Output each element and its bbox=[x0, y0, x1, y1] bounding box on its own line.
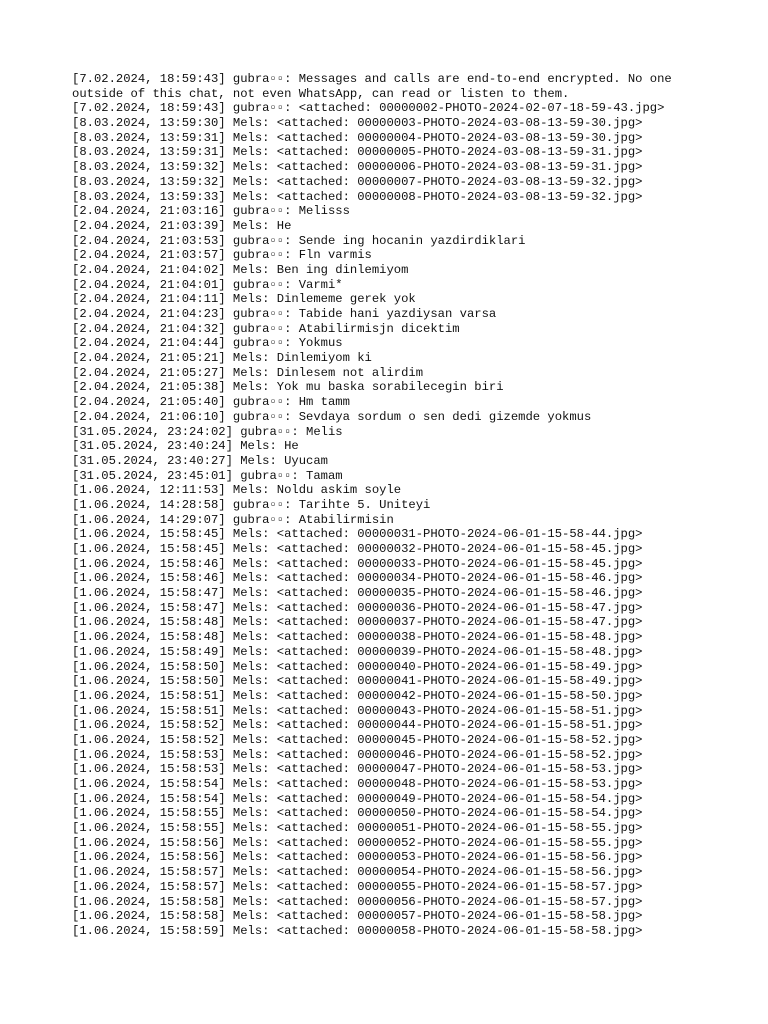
chat-line: [2.04.2024, 21:03:16] gubra▫▫: Melisss bbox=[72, 204, 350, 219]
chat-line: [1.06.2024, 15:58:45] Mels: <attached: 00000032-PHOTO-2024-06-01-15-58-45.jpg> bbox=[72, 542, 643, 556]
chat-line: [1.06.2024, 15:58:59] Mels: <attached: 00000058-PHOTO-2024-06-01-15-58-58.jpg> bbox=[72, 923, 643, 938]
chat-line: [1.06.2024, 15:58:47] Mels: <attached: 00000035-PHOTO-2024-06-01-15-58-46.jpg> bbox=[72, 586, 643, 601]
chat-line: [1.06.2024, 15:58:53] Mels: <attached: 00000046-PHOTO-2024-06-01-15-58-52.jpg> bbox=[72, 747, 643, 762]
chat-line: [1.06.2024, 15:58:58] Mels: <attached: 00000057-PHOTO-2024-06-01-15-58-58.jpg> bbox=[72, 909, 643, 924]
chat-export-text bbox=[72, 72, 712, 939]
chat-line: [7.02.2024, 18:59:43] gubra▫▫: <attached: 00000002-PHOTO-2024-02-07-18-59-43.jpg> bbox=[72, 101, 665, 116]
chat-line: [8.03.2024, 13:59:32] Mels: <attached: 00000006-PHOTO-2024-03-08-13-59-31.jpg> bbox=[72, 160, 643, 175]
chat-line: [8.03.2024, 13:59:33] Mels: <attached: 00000008-PHOTO-2024-03-08-13-59-32.jpg> bbox=[72, 189, 643, 204]
chat-line: [1.06.2024, 15:58:57] Mels: <attached: 00000054-PHOTO-2024-06-01-15-58-56.jpg> bbox=[72, 865, 643, 880]
chat-line: [2.04.2024, 21:04:23] gubra▫▫: Tabide hani yazdiysan varsa bbox=[72, 307, 497, 321]
chat-line: [1.06.2024, 12:11:53] Mels: Noldu askim soyle bbox=[72, 483, 402, 498]
chat-line: [1.06.2024, 15:58:49] Mels: <attached: 00000039-PHOTO-2024-06-01-15-58-48.jpg> bbox=[72, 644, 643, 659]
chat-line: [7.02.2024, 18:59:43] gubra▫▫: Messages and calls are end-to-end encrypted. No one bbox=[72, 72, 672, 86]
chat-line: [2.04.2024, 21:04:11] Mels: Dinlememe gerek yok bbox=[72, 292, 416, 307]
chat-line: [2.04.2024, 21:05:27] Mels: Dinlesem not alirdim bbox=[72, 365, 424, 380]
chat-line: [1.06.2024, 15:58:45] Mels: <attached: 00000031-PHOTO-2024-06-01-15-58-44.jpg> bbox=[72, 527, 643, 542]
chat-line: [2.04.2024, 21:04:44] gubra▫▫: Yokmus bbox=[72, 336, 343, 351]
chat-line: [1.06.2024, 15:58:48] Mels: <attached: 00000037-PHOTO-2024-06-01-15-58-47.jpg> bbox=[72, 615, 643, 630]
chat-line: [1.06.2024, 15:58:52] Mels: <attached: 00000045-PHOTO-2024-06-01-15-58-52.jpg> bbox=[72, 732, 643, 747]
chat-line: [1.06.2024, 15:58:57] Mels: <attached: 00000055-PHOTO-2024-06-01-15-58-57.jpg> bbox=[72, 879, 643, 894]
chat-line: [2.04.2024, 21:05:21] Mels: Dinlemiyom ki bbox=[72, 351, 372, 366]
chat-line: [8.03.2024, 13:59:32] Mels: <attached: 00000007-PHOTO-2024-03-08-13-59-32.jpg> bbox=[72, 174, 643, 189]
chat-line: [1.06.2024, 15:58:56] Mels: <attached: 00000053-PHOTO-2024-06-01-15-58-56.jpg> bbox=[72, 850, 643, 865]
chat-line: [2.04.2024, 21:03:39] Mels: He bbox=[72, 218, 292, 233]
chat-line: [8.03.2024, 13:59:30] Mels: <attached: 00000003-PHOTO-2024-03-08-13-59-30.jpg> bbox=[72, 116, 643, 131]
chat-line: [1.06.2024, 15:58:55] Mels: <attached: 00000051-PHOTO-2024-06-01-15-58-55.jpg> bbox=[72, 821, 643, 836]
chat-line: [1.06.2024, 14:29:07] gubra▫▫: Atabilirmisin bbox=[72, 512, 394, 527]
chat-line: [1.06.2024, 15:58:53] Mels: <attached: 00000047-PHOTO-2024-06-01-15-58-53.jpg> bbox=[72, 762, 643, 777]
chat-line: [2.04.2024, 21:04:32] gubra▫▫: Atabilirmisjn dicektim bbox=[72, 321, 460, 336]
chat-line: [1.06.2024, 15:58:50] Mels: <attached: 00000040-PHOTO-2024-06-01-15-58-49.jpg> bbox=[72, 659, 643, 674]
chat-line: [1.06.2024, 15:58:55] Mels: <attached: 00000050-PHOTO-2024-06-01-15-58-54.jpg> bbox=[72, 806, 643, 821]
chat-line: [2.04.2024, 21:03:53] gubra▫▫: Sende ing hocanin yazdirdiklari bbox=[72, 233, 526, 248]
chat-line: [1.06.2024, 15:58:50] Mels: <attached: 00000041-PHOTO-2024-06-01-15-58-49.jpg> bbox=[72, 674, 643, 689]
chat-line: [1.06.2024, 15:58:46] Mels: <attached: 00000033-PHOTO-2024-06-01-15-58-45.jpg> bbox=[72, 556, 643, 571]
chat-line: [1.06.2024, 15:58:54] Mels: <attached: 00000049-PHOTO-2024-06-01-15-58-54.jpg> bbox=[72, 791, 643, 806]
chat-line: [1.06.2024, 15:58:47] Mels: <attached: 00000036-PHOTO-2024-06-01-15-58-47.jpg> bbox=[72, 600, 643, 615]
chat-line: [1.06.2024, 15:58:46] Mels: <attached: 00000034-PHOTO-2024-06-01-15-58-46.jpg> bbox=[72, 571, 643, 586]
chat-line: [31.05.2024, 23:40:24] Mels: He bbox=[72, 439, 299, 454]
chat-line: [2.04.2024, 21:04:02] Mels: Ben ing dinlemiyom bbox=[72, 262, 409, 277]
chat-line: [1.06.2024, 15:58:52] Mels: <attached: 00000044-PHOTO-2024-06-01-15-58-51.jpg> bbox=[72, 718, 643, 733]
chat-line: [2.04.2024, 21:04:01] gubra▫▫: Varmi* bbox=[72, 277, 343, 292]
chat-line: [2.04.2024, 21:03:57] gubra▫▫: Fln varmis bbox=[72, 248, 372, 263]
chat-line: [1.06.2024, 15:58:48] Mels: <attached: 00000038-PHOTO-2024-06-01-15-58-48.jpg> bbox=[72, 630, 643, 645]
chat-line: [8.03.2024, 13:59:31] Mels: <attached: 00000004-PHOTO-2024-03-08-13-59-30.jpg> bbox=[72, 130, 643, 145]
chat-line: [1.06.2024, 15:58:58] Mels: <attached: 00000056-PHOTO-2024-06-01-15-58-57.jpg> bbox=[72, 894, 643, 909]
chat-line: [1.06.2024, 15:58:56] Mels: <attached: 00000052-PHOTO-2024-06-01-15-58-55.jpg> bbox=[72, 835, 643, 850]
chat-line: outside of this chat, not even WhatsApp, can read or listen to them. bbox=[72, 86, 570, 101]
chat-line: [1.06.2024, 15:58:51] Mels: <attached: 00000042-PHOTO-2024-06-01-15-58-50.jpg> bbox=[72, 688, 643, 703]
chat-line: [2.04.2024, 21:06:10] gubra▫▫: Sevdaya sordum o sen dedi gizemde yokmus bbox=[72, 409, 592, 424]
chat-line: [1.06.2024, 14:28:58] gubra▫▫: Tarihte 5. Uniteyi bbox=[72, 497, 431, 512]
chat-line: [31.05.2024, 23:40:27] Mels: Uyucam bbox=[72, 453, 328, 468]
chat-line: [2.04.2024, 21:05:40] gubra▫▫: Hm tamm bbox=[72, 395, 350, 410]
chat-line: [1.06.2024, 15:58:51] Mels: <attached: 00000043-PHOTO-2024-06-01-15-58-51.jpg> bbox=[72, 703, 643, 718]
chat-line: [31.05.2024, 23:45:01] gubra▫▫: Tamam bbox=[72, 468, 343, 483]
chat-line: [8.03.2024, 13:59:31] Mels: <attached: 00000005-PHOTO-2024-03-08-13-59-31.jpg> bbox=[72, 145, 643, 160]
chat-line: [31.05.2024, 23:24:02] gubra▫▫: Melis bbox=[72, 424, 343, 439]
chat-line: [2.04.2024, 21:05:38] Mels: Yok mu baska sorabilecegin biri bbox=[72, 380, 504, 395]
chat-line: [1.06.2024, 15:58:54] Mels: <attached: 00000048-PHOTO-2024-06-01-15-58-53.jpg> bbox=[72, 777, 643, 791]
